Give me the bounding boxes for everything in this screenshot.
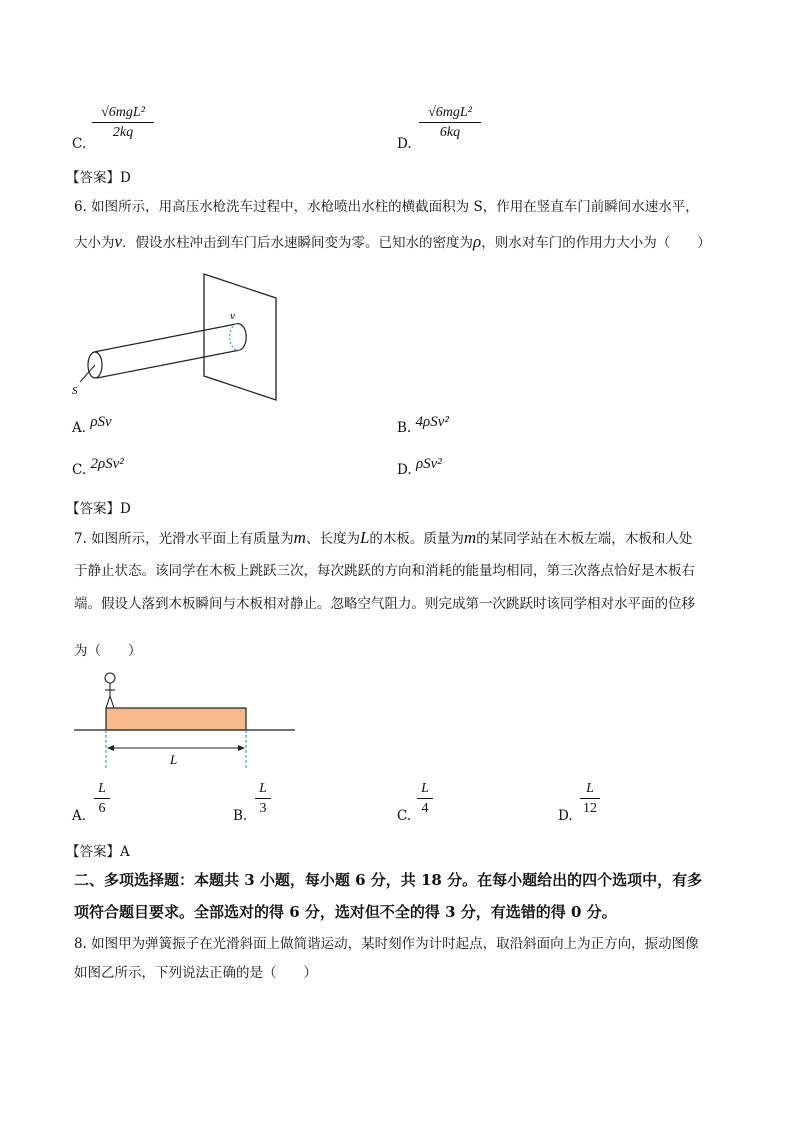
q7-option-a-label: A. (72, 808, 87, 824)
q6-figure (60, 268, 290, 408)
q7-option-b-fraction (255, 780, 271, 817)
q6-line-2-b: ．假设水柱冲击到车门后水速瞬间变为零。已知水的密度为 (122, 235, 474, 251)
water-column-impact (236, 324, 246, 350)
q7-option-a-denominator: 6 (98, 801, 106, 816)
water-column-bottom-edge (97, 350, 240, 378)
fraction-bar (580, 798, 600, 799)
q7-option-d-fraction (580, 780, 600, 817)
q7-answer: 【答案】A (66, 844, 130, 860)
q7-line-2: 于静止状态。该同学在木板上跳跃三次，每次跳跃的方向和消耗的能量均相同，第三次落点恰好是木板右 (74, 563, 695, 579)
q6-option-b-value: 4ρSv² (415, 414, 449, 430)
q7-line-1-c: 的木板。质量为 (369, 531, 464, 547)
fraction-bar (92, 122, 154, 123)
q7-option-d-label: D. (558, 808, 573, 824)
person-figure (105, 673, 115, 708)
q6-option-b-label: B. (397, 420, 412, 436)
q7-option-c-denominator: 4 (421, 801, 429, 816)
q5-option-d-denominator: 6kq (439, 125, 461, 140)
q6-option-b (397, 414, 449, 437)
q7-option-d-denominator: 12 (583, 801, 597, 816)
q5-option-d-numerator: √6mgL² (428, 105, 472, 120)
q7-line-3: 端。假设人落到木板瞬间与木板相对静止。忽略空气阻力。则完成第一次跳跃时该同学相对水平面的位移 (74, 596, 695, 612)
q6-option-c-value: 2ρSv² (90, 456, 124, 472)
q6-var-rho: ρ (473, 232, 482, 251)
fraction-bar (417, 798, 433, 799)
q6-line-2 (74, 232, 711, 253)
q6-line-1: 6. 如图所示，用高压水枪洗车过程中，水枪喷出水柱的横截面积为 S，作用在竖直车门前瞬间水速水平， (74, 199, 699, 215)
fraction-bar (94, 798, 110, 799)
q7-option-a-fraction (94, 780, 110, 817)
q6-option-c (72, 456, 124, 479)
fraction-bar (419, 122, 481, 123)
q7-option-d (558, 780, 618, 826)
q6-line-2-a: 大小为 (74, 235, 115, 251)
q8-line-1: 8. 如图甲为弹簧振子在光滑斜面上做简谐运动，某时刻作为计时起点，取沿斜面向上为正方向，振动图像 (74, 936, 699, 952)
q7-option-b-numerator: L (259, 781, 267, 796)
q5-option-c-label: C. (72, 136, 87, 152)
q5-option-c-denominator: 2kq (112, 125, 134, 140)
q6-option-d-label: D. (397, 462, 412, 478)
q5-option-c-numerator: √6mgL² (101, 105, 145, 120)
q7-option-a-numerator: L (98, 781, 106, 796)
q7-var-m2: m (463, 528, 477, 547)
q6-var-v: v (114, 232, 123, 251)
q7-option-b-denominator: 3 (259, 801, 267, 816)
figure-label-L: L (170, 752, 178, 767)
q7-option-b (233, 780, 293, 826)
q7-line-1-d: 的某同学站在木板左端，木板和人处 (476, 531, 693, 547)
q7-option-a (72, 780, 132, 826)
length-arrow-right-head (238, 745, 245, 751)
wooden-plank (106, 708, 246, 730)
q5-option-d-fraction (419, 104, 481, 141)
q7-option-b-label: B. (233, 808, 248, 824)
section-2-heading-line-2: 项符合题目要求。全部选对的得 6 分，选对但不全的得 3 分，有选错的得 0 分。 (74, 903, 617, 921)
q6-option-a-label: A. (72, 420, 87, 436)
q7-line-1 (74, 528, 692, 549)
q5-option-c-fraction (92, 104, 154, 141)
q5-option-d-label: D. (397, 136, 412, 152)
car-door-plate (204, 274, 276, 400)
q5-answer: 【答案】D (66, 170, 131, 186)
q7-line-1-a: 7. 如图所示，光滑水平面上有质量为 (74, 531, 294, 547)
q7-option-c (397, 780, 457, 826)
q7-option-c-label: C. (397, 808, 412, 824)
q7-line-4: 为（ ） (74, 643, 142, 659)
water-column-impact-dashed (230, 324, 240, 350)
q6-option-d-value: ρSv² (415, 456, 442, 472)
q7-var-L: L (359, 528, 370, 547)
q7-line-1-b: 、长度为 (305, 531, 360, 547)
q6-answer: 【答案】D (66, 501, 131, 517)
q5-option-d (397, 100, 597, 156)
length-arrow-left-head (107, 745, 114, 751)
q7-option-c-numerator: L (421, 781, 429, 796)
figure-label-v: v (230, 310, 235, 322)
section-2-heading-line-1: 二、多项选择题：本题共 3 小题，每小题 6 分，共 18 分。在每小题给出的四个选项中，有多 (74, 871, 703, 889)
q6-option-d (397, 456, 442, 479)
figure-label-s: S (72, 385, 78, 397)
q7-option-c-fraction (417, 780, 433, 817)
q5-option-c (72, 100, 272, 156)
fraction-bar (255, 798, 271, 799)
q6-option-c-label: C. (72, 462, 87, 478)
q6-option-a (72, 414, 112, 437)
q7-figure (70, 668, 300, 772)
q8-line-2: 如图乙所示，下列说法正确的是（ ） (74, 965, 317, 981)
q6-option-a-value: ρSv (90, 414, 112, 430)
q7-var-m1: m (293, 528, 306, 547)
q7-option-d-numerator: L (586, 781, 594, 796)
q6-line-2-c: ，则水对车门的作用力大小为（ ） (481, 235, 711, 251)
water-column-top-edge (94, 324, 236, 352)
